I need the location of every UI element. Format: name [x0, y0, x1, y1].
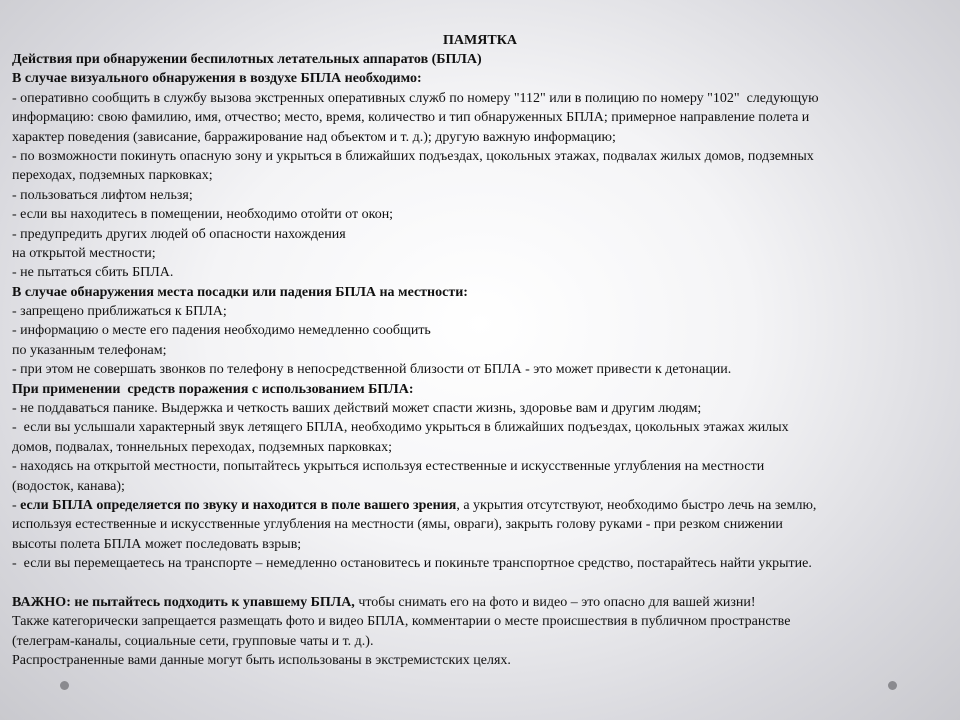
important-rest: чтобы снимать его на фото и видео – это опасно для вашей жизни! [354, 594, 756, 610]
section-visual-heading: В случае визуального обнаружения в воздухе БПЛА необходимо: [12, 71, 422, 87]
memo-line: Также категорически запрещается размещать фото и видео БПЛА, комментарии о месте происшествия в публичном пространстве [12, 614, 791, 630]
memo-line: - предупредить других людей об опасности нахождения [12, 226, 346, 242]
memo-line: - информацию о месте его падения необходимо немедленно сообщить [12, 323, 431, 339]
memo-line: характер поведения (зависание, барражирование над объектом и т. д.); другую важную информацию; [12, 129, 616, 145]
memo-line: Распространенные вами данные могут быть использованы в экстремистских целях. [12, 653, 511, 669]
memo-line: - запрещено приближаться к БПЛА; [12, 304, 227, 320]
memo-line: на открытой местности; [12, 245, 156, 261]
memo-line: - не пытаться сбить БПЛА. [12, 265, 174, 281]
memo-line: - при этом не совершать звонков по телефону в непосредственной близости от БПЛА - это может привести к детонации. [12, 362, 732, 378]
memo-line: - если вы услышали характерный звук летящего БПЛА, необходимо укрыться в ближайших подъездах, цокольных этажах жилых [12, 420, 789, 436]
memo-line: - находясь на открытой местности, попытайтесь укрыться используя естественные и искусственные углубления на местности [12, 459, 765, 475]
memo-line: (водосток, канава); [12, 478, 125, 494]
decorative-dot-right [888, 681, 897, 690]
spacer [12, 574, 942, 593]
memo-line: домов, подвалах, тоннельных переходах, подземных парковках; [12, 439, 393, 455]
memo-line: используя естественные и искусственные углубления на местности (ямы, овраги), закрыть голову руками - при резком снижении [12, 517, 783, 533]
bold-item-emphasis: если БПЛА определяется по звуку и находится в поле вашего зрения [20, 497, 457, 513]
memo-line-mixed [12, 496, 942, 515]
memo-line: - если вы находитесь в помещении, необходимо отойти от окон; [12, 207, 394, 223]
memo-line: - оперативно сообщить в службу вызова экстренных оперативных служб по номеру "112" или в полицию по номеру "102" следующую [12, 90, 819, 106]
memo-line: переходах, подземных парковках; [12, 168, 213, 184]
memo-line: (телеграм-каналы, социальные сети, групповые чаты и т. д.). [12, 633, 374, 649]
decorative-dot-left [60, 681, 69, 690]
memo-title: ПАМЯТКА [443, 33, 517, 48]
memo-line: высоты полета БПЛА может последовать взрыв; [12, 536, 302, 552]
important-emphasis: ВАЖНО: не пытайтесь подходить к упавшему БПЛА, [12, 594, 355, 610]
memo-line: информацию: свою фамилию, имя, отчество; место, время, количество и тип обнаруженных БПЛА; примерное направление полета и [12, 110, 810, 126]
memo-line: - по возможности покинуть опасную зону и укрыться в ближайших подъездах, цокольных этажах, подвалах жилых домов, подземных [12, 148, 814, 164]
bold-item-prefix: - [12, 497, 21, 513]
memo-line: - не поддаваться панике. Выдержка и четкость ваших действий может спасти жизнь, здоровье вам и другим людям; [12, 401, 702, 417]
memo-content [12, 50, 942, 671]
memo-heading: Действия при обнаружении беспилотных летательных аппаратов (БПЛА) [12, 52, 482, 67]
section-landing-heading: В случае обнаружения места посадки или падения БПЛА на местности: [12, 284, 468, 300]
bold-item-rest: , а укрытия отсутствуют, необходимо быстро лечь на землю, [456, 497, 817, 513]
important-line [12, 593, 942, 612]
memo-line: - если вы перемещаетесь на транспорте – немедленно остановитесь и покиньте транспортное средство, постарайтесь найти укрытие. [12, 556, 812, 572]
section-attack-heading: При применении средств поражения с использованием БПЛА: [12, 381, 414, 397]
memo-line: - пользоваться лифтом нельзя; [12, 187, 193, 203]
memo-line: по указанным телефонам; [12, 342, 167, 358]
